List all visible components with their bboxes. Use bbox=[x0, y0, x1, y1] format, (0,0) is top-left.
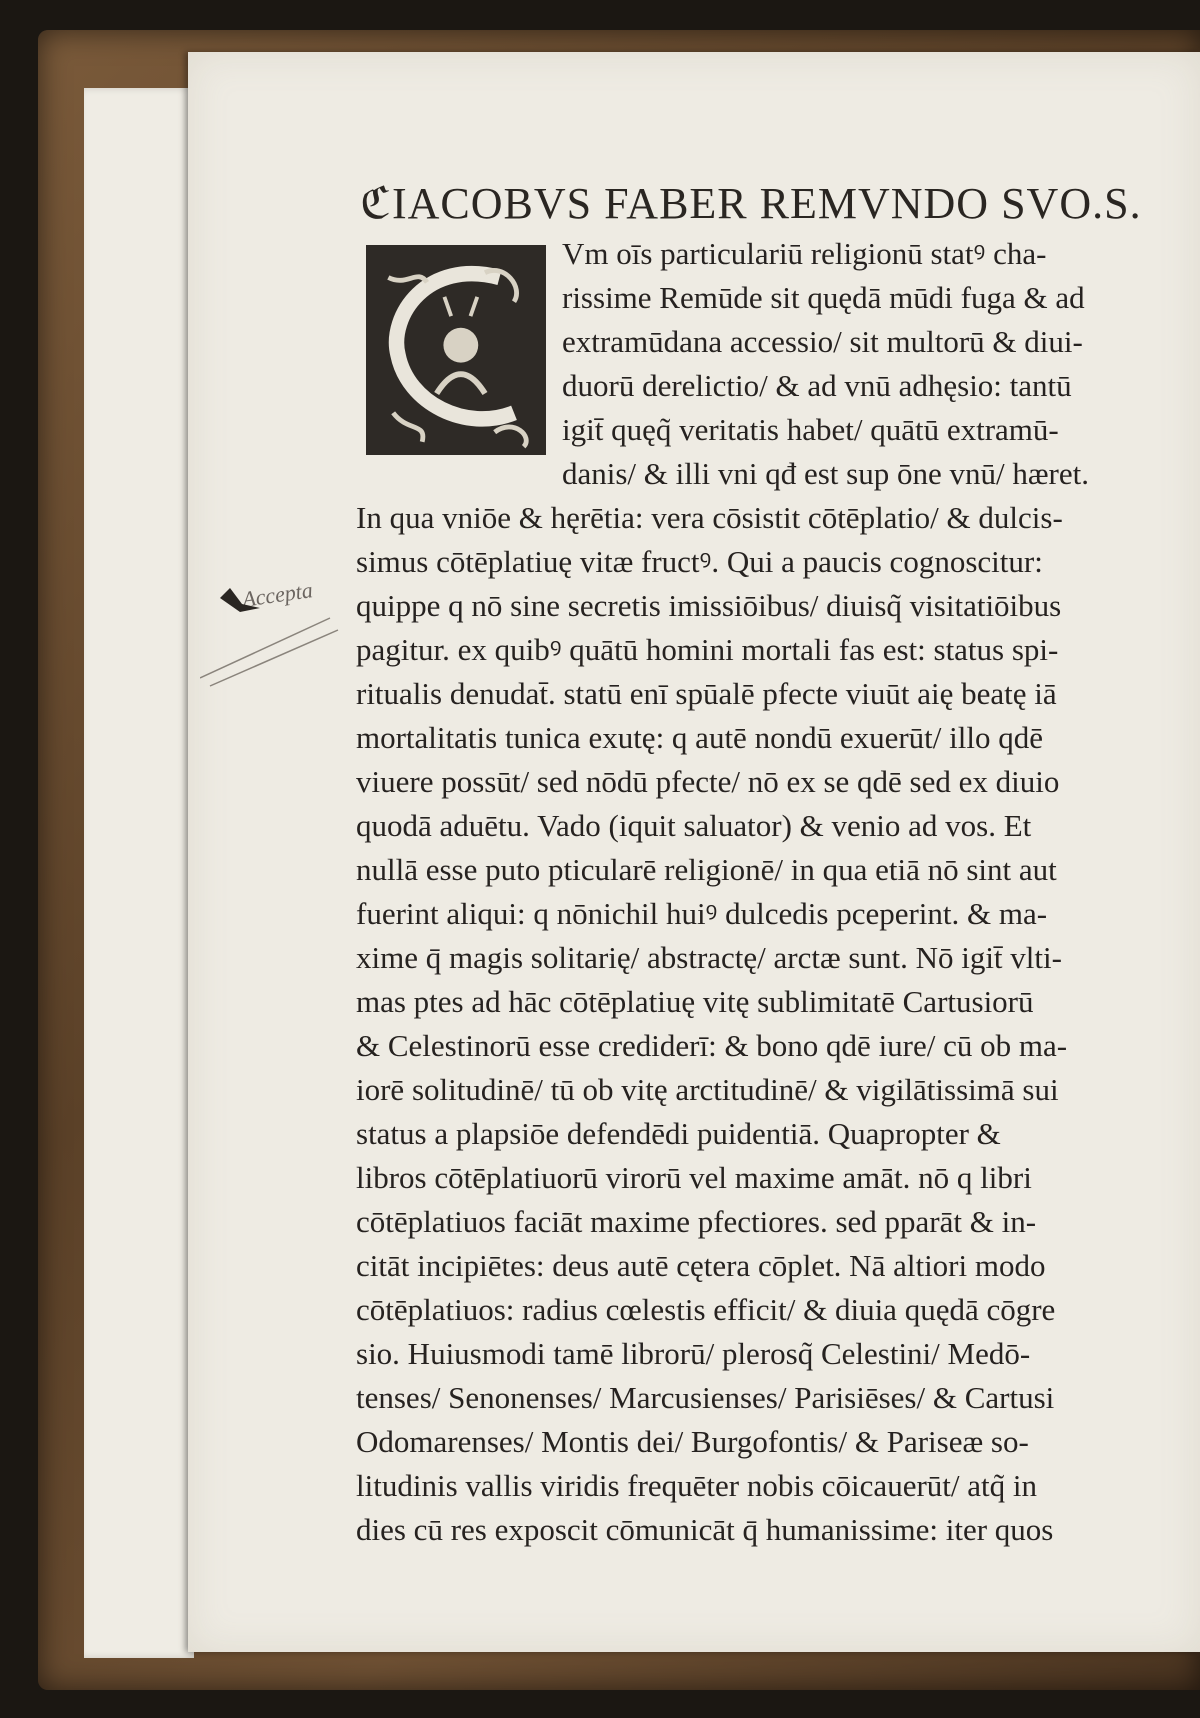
text-line: cōtēplatiuos: radius cœlestis efficit/ & diuia quędā cōgre bbox=[356, 1292, 1056, 1327]
text-line: rissime Remūde sit quędā mūdi fuga & ad bbox=[562, 280, 1085, 315]
text-line: mortalitatis tunica exutę: q autē nondū exuerūt/ illo qdē bbox=[356, 720, 1043, 755]
text-line: mas ptes ad hāc cōtēplatiuę vitę sublimitatē Cartusiorū bbox=[356, 984, 1034, 1019]
text-line: Odomarenses/ Montis dei/ Burgofontis/ & Pariseæ so- bbox=[356, 1424, 1029, 1459]
text-line: simus cōtēplatiuę vitæ fructꝰ. Qui a paucis cognoscitur: bbox=[356, 544, 1043, 579]
text-line: cōtēplatiuos faciāt maxime pfectiores. sed pparāt & in- bbox=[356, 1204, 1037, 1239]
text-line: duorū derelictio/ & ad vnū adhęsio: tantū bbox=[562, 368, 1072, 403]
text-line: ritualis denudat̄. statū enī spūalē pfecte viuūt aię beatę iā bbox=[356, 676, 1057, 711]
text-line: In qua vniōe & hęrētia: vera cōsistit cōtēplatio/ & dulcis- bbox=[356, 500, 1063, 535]
text-line: status a plapsiōe defendēdi puidentiā. Quapropter & bbox=[356, 1116, 1001, 1151]
text-line: quodā aduētu. Vado (iquit saluator) & venio ad vos. Et bbox=[356, 808, 1032, 843]
text-line: fuerint aliqui: q nōnichil huiꝰ dulcedis pceperint. & ma- bbox=[356, 896, 1048, 931]
margin-annotation: Accepta bbox=[240, 577, 315, 612]
text-line: igit̄ quęq̃ veritatis habet/ quātū extramū- bbox=[562, 412, 1059, 447]
text-line: quippe q nō sine secretis imissiōibus/ diuisq̃ visitatiōibus bbox=[356, 588, 1062, 623]
text-line: danis/ & illi vni qđ est sup ōne vnū/ hæret. bbox=[562, 456, 1089, 491]
text-line: Vm oīs particulariū religionū statꝰ cha- bbox=[562, 236, 1047, 271]
text-line: & Celestinorū esse crediderī: & bono qdē iure/ cū ob ma- bbox=[356, 1028, 1068, 1063]
text-line: litudinis vallis viridis frequēter nobis cōicauerūt/ atq̃ in bbox=[356, 1468, 1037, 1503]
pointing-hand-icon bbox=[200, 568, 340, 688]
text-line: citāt incipiētes: deus autē cętera cōplet. Nā altiori modo bbox=[356, 1248, 1046, 1283]
text-line: iorē solitudinē/ tū ob vitę arctitudinē/ & vigilātissimā sui bbox=[356, 1072, 1059, 1107]
flyleaf bbox=[84, 88, 194, 1658]
text-line: extramūdana accessio/ sit multorū & diui- bbox=[562, 324, 1083, 359]
decorated-initial bbox=[366, 245, 546, 455]
text-line: pagitur. ex quibꝰ quātū homini mortali fas est: status spi- bbox=[356, 632, 1059, 667]
page-heading: ℭIACOBVS FABER REMVNDO SVO.S. bbox=[360, 179, 1142, 228]
text-line: sio. Huiusmodi tamē librorū/ plerosq̃ Celestini/ Medō- bbox=[356, 1336, 1031, 1371]
text-line: viuere possūt/ sed nōdū pfecte/ nō ex se qdē sed ex diuio bbox=[356, 764, 1060, 799]
text-line: libros cōtēplatiuorū virorū vel maxime amāt. nō q libri bbox=[356, 1160, 1032, 1195]
decorated-initial-c-woodcut bbox=[369, 248, 543, 452]
text-line: tenses/ Senonenses/ Marcusienses/ Parisiēses/ & Cartusi bbox=[356, 1380, 1055, 1415]
text-line: xime q̄ magis solitarię/ abstractę/ arctæ sunt. Nō igit̄ vlti- bbox=[356, 940, 1062, 975]
text-line: dies cū res exposcit cōmunicāt q̄ humanissime: iter quos bbox=[356, 1512, 1054, 1547]
text-line: nullā esse puto pticularē religionē/ in qua etiā nō sint aut bbox=[356, 852, 1057, 887]
